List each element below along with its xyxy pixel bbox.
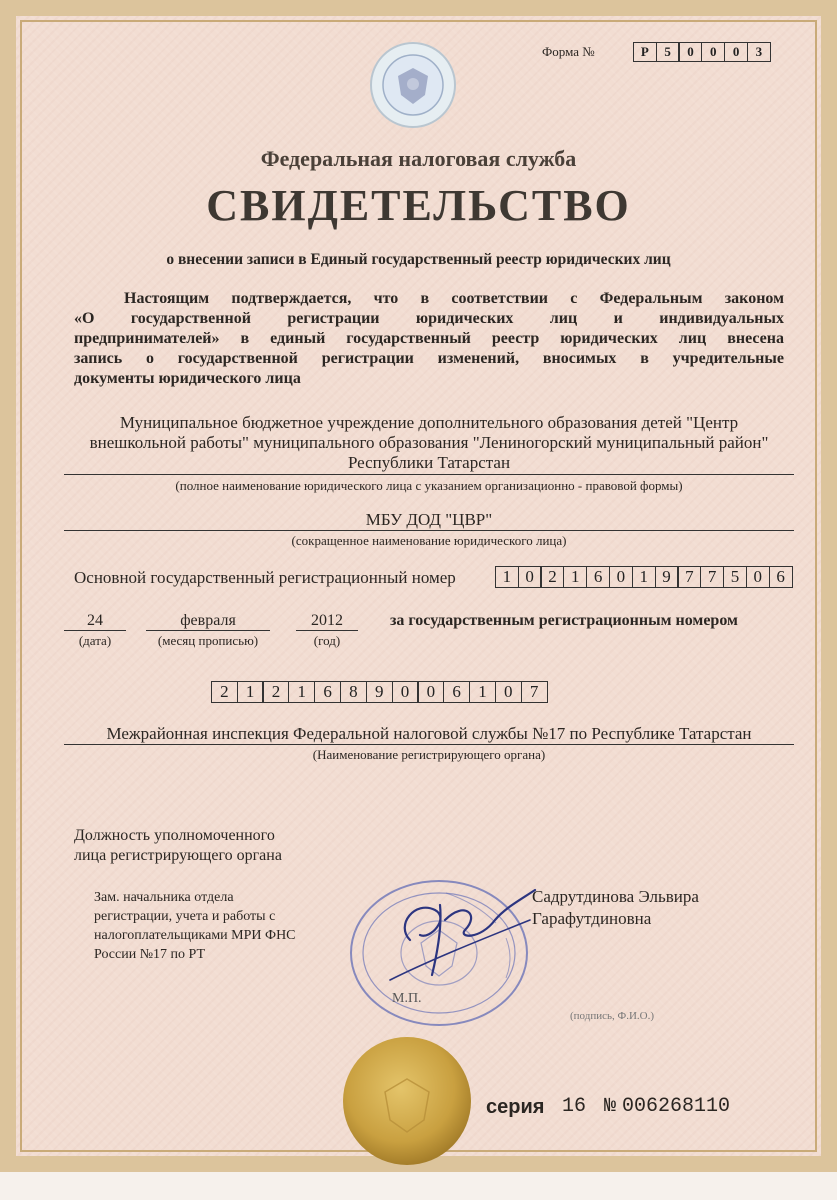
digit-box: 1 xyxy=(237,681,264,703)
digit-box: 7 xyxy=(521,681,548,703)
digit-box: 0 xyxy=(678,42,702,62)
digit-box: 1 xyxy=(563,566,587,588)
official-name-line: Садрутдинова Эльвира xyxy=(532,887,699,906)
digit-box: 1 xyxy=(495,566,519,588)
position-line: налогоплательщиками МРИ ФНС xyxy=(94,928,296,943)
digit-box: 9 xyxy=(366,681,393,703)
digit-box: 0 xyxy=(746,566,770,588)
digit-box: 2 xyxy=(211,681,238,703)
digit-box: 0 xyxy=(392,681,419,703)
body-line: предпринимателей» в единый государственный реестр юридических лиц внесена xyxy=(74,330,784,347)
digit-box: 2 xyxy=(262,681,289,703)
digit-box: 5 xyxy=(723,566,747,588)
digit-box: 0 xyxy=(701,42,725,62)
body-line: документы юридического лица xyxy=(74,370,301,387)
gold-seal xyxy=(340,1034,474,1168)
body-line: Настоящим подтверждается, что в соответствии с Федеральным законом xyxy=(124,290,784,307)
digit-box: 1 xyxy=(632,566,656,588)
number-label: № xyxy=(604,1095,617,1118)
series-value: 16 xyxy=(562,1095,587,1118)
digit-box: 6 xyxy=(586,566,610,588)
date-month-underline xyxy=(146,630,270,631)
full-name-underline xyxy=(64,474,794,475)
date-day: 24 xyxy=(87,612,103,629)
series-label: серия xyxy=(486,1096,545,1118)
official-heading xyxy=(74,826,282,866)
digit-box: 0 xyxy=(724,42,748,62)
date-year-underline xyxy=(296,630,358,631)
digit-box: 3 xyxy=(747,42,771,62)
position-line: Зам. начальника отдела xyxy=(94,890,234,905)
body-line: запись о государственной регистрации изменений, вносимых в учредительные xyxy=(74,350,784,367)
full-name-line: Муниципальное бюджетное учреждение дополнительного образования детей "Центр xyxy=(119,413,739,432)
official-heading-line: лица регистрирующего органа xyxy=(74,847,282,864)
short-name-underline xyxy=(64,530,794,531)
authority-name: Межрайонная инспекция Федеральной налоговой службы №17 по Республике Татарстан xyxy=(106,724,752,743)
digit-box: 6 xyxy=(769,566,793,588)
official-name-line: Гарафутдиновна xyxy=(532,909,652,928)
digit-box: 0 xyxy=(609,566,633,588)
full-name-line: внешкольной работы" муниципального образования "Лениногорский муниципальный район" xyxy=(89,433,769,452)
date-year-caption: (год) xyxy=(313,633,341,648)
date-month-caption: (месяц прописью) xyxy=(157,633,259,648)
date-day-underline xyxy=(64,630,126,631)
official-position xyxy=(94,888,296,964)
signature xyxy=(370,880,540,990)
digit-box: Р xyxy=(633,42,657,62)
certificate-subtitle: о внесении записи в Единый государственный реестр юридических лиц xyxy=(166,251,671,268)
reg-number-boxes xyxy=(212,681,548,703)
digit-box: 9 xyxy=(655,566,679,588)
position-line: регистрации, учета и работы с xyxy=(94,909,276,924)
date-day-caption: (дата) xyxy=(78,633,112,648)
digit-box: 6 xyxy=(443,681,470,703)
hologram-emblem xyxy=(368,40,458,130)
authority-underline xyxy=(64,744,794,745)
certificate-title: СВИДЕТЕЛЬСТВО xyxy=(206,181,631,230)
digit-box: 5 xyxy=(656,42,680,62)
digit-box: 0 xyxy=(495,681,522,703)
signature-caption: (подпись, Ф.И.О.) xyxy=(570,1010,654,1022)
digit-box: 1 xyxy=(288,681,315,703)
reg-number-intro: за государственным регистрационным номером xyxy=(390,612,738,629)
digit-box: 0 xyxy=(518,566,542,588)
full-name-line: Республики Татарстан xyxy=(347,453,511,472)
official-name xyxy=(532,886,699,930)
ogrn-boxes xyxy=(496,566,793,588)
position-line: России №17 по РТ xyxy=(94,947,206,962)
ogrn-label: Основной государственный регистрационный номер xyxy=(74,568,456,587)
date-year: 2012 xyxy=(311,612,343,629)
date-month: февраля xyxy=(180,612,236,629)
digit-box: 7 xyxy=(700,566,724,588)
digit-box: 2 xyxy=(540,566,564,588)
mp-mark: М.П. xyxy=(392,991,422,1006)
digit-box: 1 xyxy=(469,681,496,703)
form-label: Форма № xyxy=(542,44,595,59)
form-number-boxes xyxy=(634,42,771,62)
digit-box: 7 xyxy=(677,566,701,588)
digit-box: 0 xyxy=(417,681,444,703)
digit-box: 6 xyxy=(314,681,341,703)
short-name-caption: (сокращенное наименование юридического лица) xyxy=(291,533,567,548)
scan-bottom-strip xyxy=(0,1172,837,1200)
body-line: «О государственной регистрации юридических лиц и индивидуальных xyxy=(74,310,784,327)
series-number: 006268110 xyxy=(622,1095,731,1118)
official-heading-line: Должность уполномоченного xyxy=(74,827,275,844)
agency-title: Федеральная налоговая служба xyxy=(260,146,577,171)
entity-short-name: МБУ ДОД "ЦВР" xyxy=(365,510,493,529)
entity-full-name xyxy=(64,413,794,473)
confirmation-paragraph xyxy=(74,289,784,389)
digit-box: 8 xyxy=(340,681,367,703)
full-name-caption: (полное наименование юридического лица с указанием организационно - правовой формы) xyxy=(175,478,683,493)
authority-caption: (Наименование регистрирующего органа) xyxy=(312,747,546,762)
